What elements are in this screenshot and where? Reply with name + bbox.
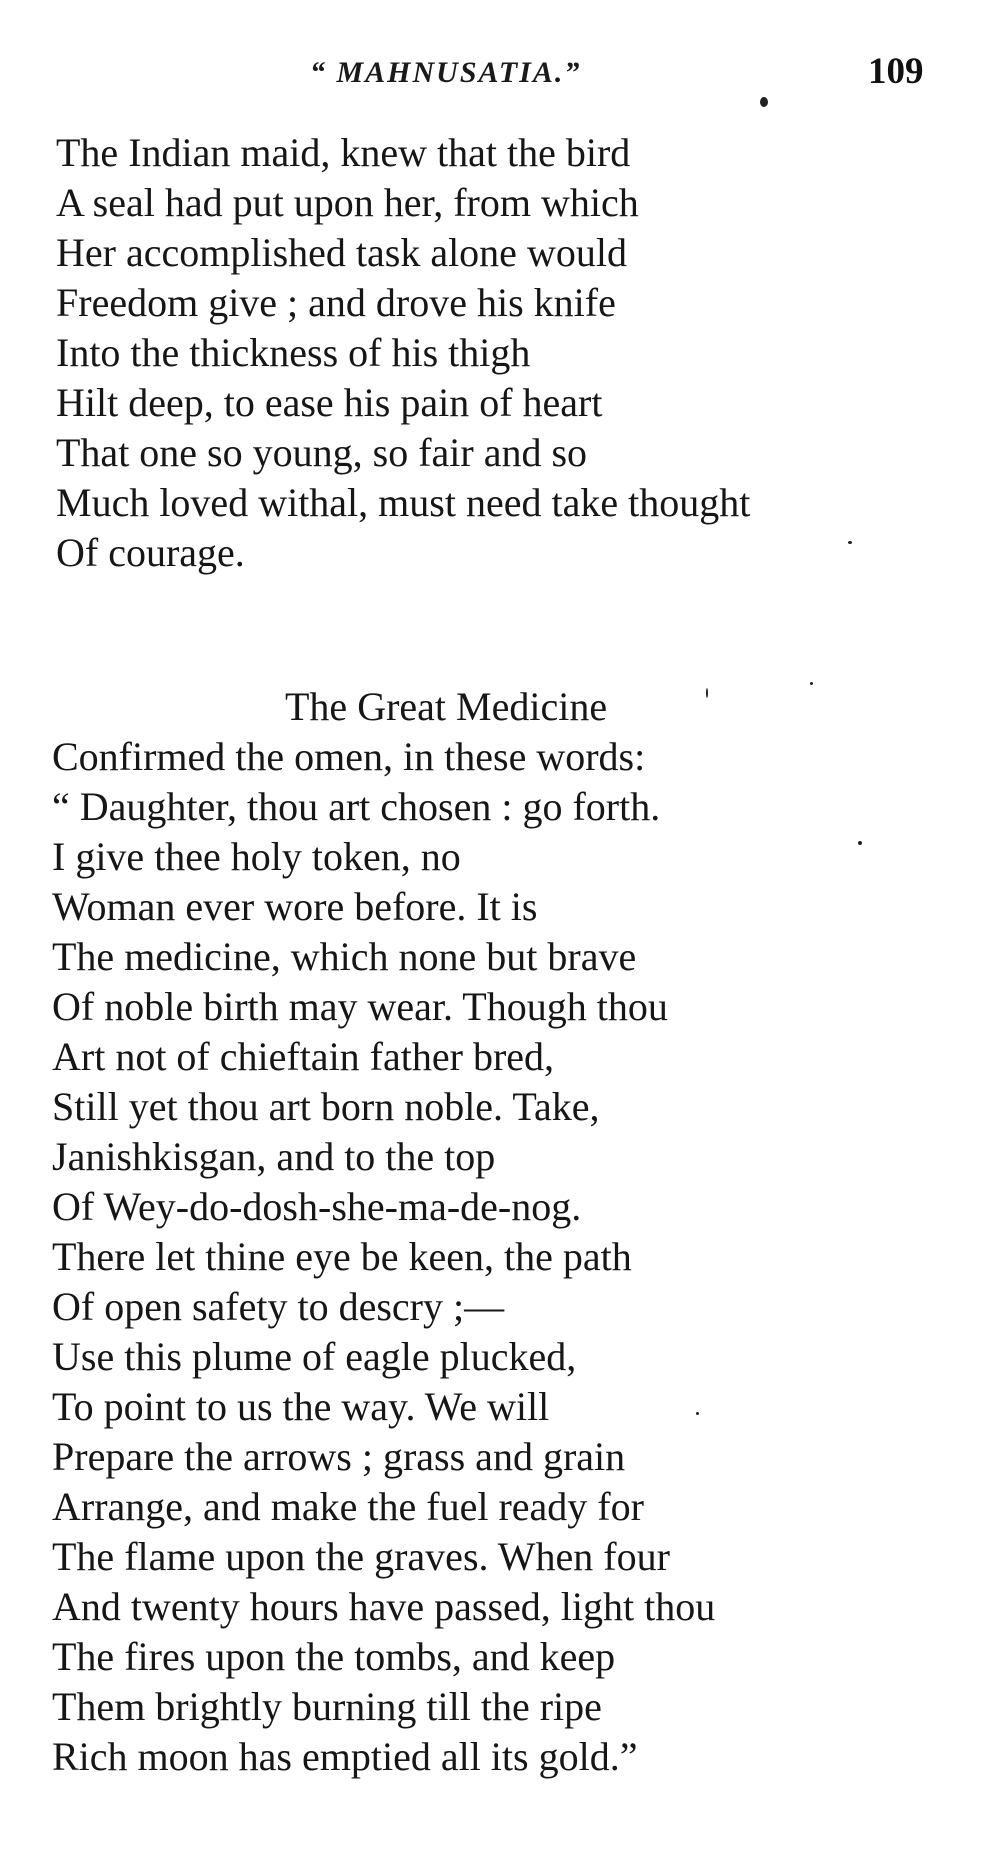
ink-speck [858,841,862,845]
poem-line: Into the thickness of his thigh [56,330,531,375]
poem-line: I give thee holy token, no [52,834,461,879]
poem-line: Prepare the arrows ; grass and grain [52,1434,626,1479]
stanza-opening-line: The Great Medicine [285,684,608,729]
poem-line: Much loved withal, must need take thought [56,480,751,525]
page-header [0,50,1000,110]
poem-line: Of noble birth may wear. Though thou [52,984,668,1029]
poem-line: Of open safety to descry ;— [52,1284,505,1329]
poem-line: Of Wey-do-dosh-she-ma-de-nog. [52,1184,582,1229]
ink-speck [848,541,852,544]
running-title: “ MAHNUSATIA.” [310,56,582,89]
poem-line: And twenty hours have passed, light thou [52,1584,716,1629]
poem-line: Art not of chieftain father bred, [52,1034,555,1079]
poem-line: Hilt deep, to ease his pain of heart [56,380,603,425]
poem-line: Rich moon has emptied all its gold.” [52,1734,638,1779]
poem-line: A seal had put upon her, from which [56,180,639,225]
poem-line: Janishkisgan, and to the top [52,1134,496,1179]
poem-line: That one so young, so fair and so [56,430,588,475]
ink-speck [706,688,708,698]
poem-line: Confirmed the omen, in these words: [52,734,646,779]
poem-line: Woman ever wore before. It is [52,884,538,929]
poem-line: There let thine eye be keen, the path [52,1234,632,1279]
poem-line: The flame upon the graves. When four [52,1534,670,1579]
ink-speck [760,97,768,107]
ink-speck [810,682,813,685]
poem-line: The fires upon the tombs, and keep [52,1634,616,1679]
poem-line: Them brightly burning till the ripe [52,1684,602,1729]
poem-line: “ Daughter, thou art chosen : go forth. [52,784,661,829]
poem-line: Use this plume of eagle plucked, [52,1334,577,1379]
poem-line: The Indian maid, knew that the bird [56,130,631,175]
poem-line: The medicine, which none but brave [52,934,637,979]
poem-line: Freedom give ; and drove his knife [56,280,616,325]
poem-line: Her accomplished task alone would [56,230,627,275]
poem-line: To point to us the way. We will [52,1384,550,1429]
poem-line: Still yet thou art born noble. Take, [52,1084,600,1129]
page-number: 109 [868,51,924,92]
ink-speck [696,1412,699,1415]
poem-line: Of courage. [56,530,245,575]
poem-line: Arrange, and make the fuel ready for [52,1484,644,1529]
